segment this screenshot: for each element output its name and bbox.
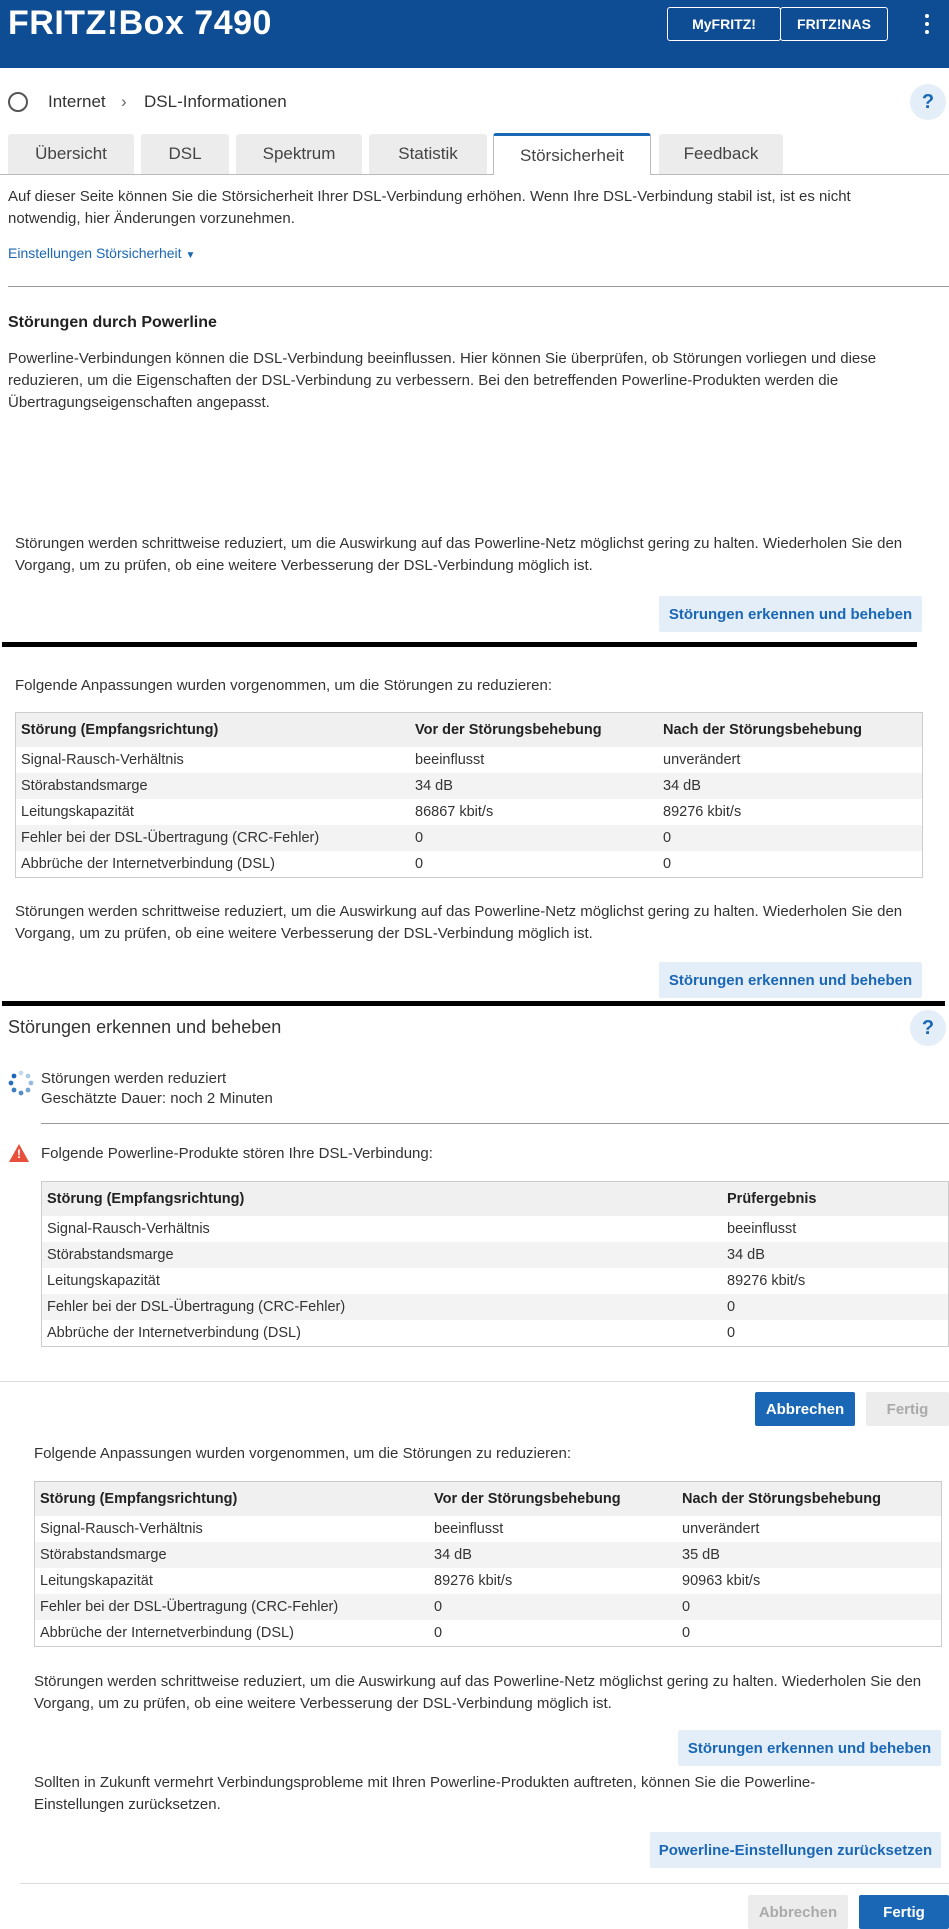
col-header-vor: Vor der Störungsbehebung	[410, 713, 658, 748]
adjustments-info-2: Störungen werden schrittweise reduziert, um die Auswirkung auf das Powerline-Netz möglichst gering zu halten. Wiederholen Sie den Vorgang, um zu prüfen, ob eine weitere Verbesserung der DSL-Verbindung möglich ist.	[34, 1673, 922, 1712]
col-header-stoerung: Störung (Empfangsrichtung)	[16, 713, 411, 748]
table-row	[42, 1320, 949, 1347]
table-cell: Abbrüche der Internetverbindung (DSL)	[21, 856, 275, 872]
table-cell: 34 dB	[658, 773, 923, 799]
table-row	[16, 773, 923, 799]
table-row	[16, 851, 923, 878]
footer-divider	[20, 1883, 949, 1884]
table-row	[35, 1542, 942, 1568]
table-cell: unverändert	[663, 752, 741, 768]
table-cell: Leitungskapazität	[40, 1573, 153, 1589]
done-button[interactable]: Fertig	[866, 1392, 949, 1426]
powerline-description: Powerline-Verbindungen können die DSL-Verbindung beeinflussen. Hier können Sie überprüfen, ob Störungen vorliegen und diese reduzieren, um die Eigenschaften der DSL-Verbindung zu verbessern. Bei den betreffenden Powerline-Produkten werden die Übertragungseigenschaften angepasst.	[8, 350, 877, 411]
tab-feedback[interactable]: Feedback	[659, 134, 783, 174]
table-cell: Signal-Rausch-Verhältnis	[47, 1221, 210, 1237]
warning-icon-mark: !	[17, 1147, 21, 1161]
adjustments-info: Störungen werden schrittweise reduziert, um die Auswirkung auf das Powerline-Netz möglichst gering zu halten. Wiederholen Sie den Vorgang, um zu prüfen, ob eine weitere Verbesserung der DSL-Verbindung möglich ist.	[15, 903, 903, 942]
adjustments-intro-2: Folgende Anpassungen wurden vorgenommen, um die Störungen zu reduzieren:	[34, 1445, 572, 1462]
table-cell: 34 dB	[429, 1542, 677, 1568]
table-cell: Störabstandsmarge	[16, 773, 411, 799]
table-cell: 0	[722, 1294, 949, 1320]
table-row	[35, 1516, 942, 1542]
table-cell: beeinflusst	[415, 752, 485, 768]
table-cell: 34 dB	[410, 773, 658, 799]
table-cell: 0	[658, 825, 923, 851]
table-cell: unverändert	[682, 1521, 760, 1537]
table-cell: 86867 kbit/s	[415, 804, 494, 820]
reset-info: Sollten in Zukunft vermehrt Verbindungsprobleme mit Ihren Powerline-Produkten auftreten, können Sie die Powerline-Einstellungen zurücksetzen.	[34, 1774, 816, 1813]
table-row	[42, 1294, 949, 1320]
table-cell: Fehler bei der DSL-Übertragung (CRC-Fehler)	[42, 1294, 723, 1320]
table-cell: 0	[663, 856, 672, 872]
loading-spinner-icon	[8, 1070, 34, 1096]
myfritz-button[interactable]: MyFRITZ!	[667, 7, 781, 41]
dialog-title: Störungen erkennen und beheben	[8, 1017, 282, 1037]
table-row	[35, 1568, 942, 1594]
adjustments-table-2	[34, 1481, 942, 1647]
table-cell: Leitungskapazität	[21, 804, 134, 820]
table-cell: Störabstandsmarge	[35, 1542, 430, 1568]
table-row	[42, 1216, 949, 1242]
tab-dsl[interactable]: DSL	[141, 134, 229, 174]
table-cell: Fehler bei der DSL-Übertragung (CRC-Fehler)	[35, 1594, 430, 1620]
table-cell: 0	[434, 1625, 443, 1641]
table-cell: 0	[677, 1594, 942, 1620]
detect-fix-button-2[interactable]: Störungen erkennen und beheben	[659, 962, 922, 998]
table-cell: 0	[727, 1325, 736, 1341]
separator-bar	[2, 642, 917, 647]
tab-spektrum[interactable]: Spektrum	[236, 134, 362, 174]
table-cell: Abbrüche der Internetverbindung (DSL)	[40, 1625, 294, 1641]
tab-uebersicht[interactable]: Übersicht	[8, 134, 134, 174]
tab-stoersicherheit[interactable]: Störsicherheit	[493, 133, 651, 175]
dialog-help-icon[interactable]: ?	[910, 1010, 946, 1046]
table-cell: Abbrüche der Internetverbindung (DSL)	[47, 1325, 301, 1341]
status-line-2: Geschätzte Dauer: noch 2 Minuten	[41, 1090, 273, 1107]
done-button-2[interactable]: Fertig	[859, 1895, 949, 1929]
table-cell: Signal-Rausch-Verhältnis	[21, 752, 184, 768]
col-header-stoerung: Störung (Empfangsrichtung)	[35, 1482, 430, 1517]
cancel-button[interactable]: Abbrechen	[755, 1392, 855, 1426]
detect-fix-button[interactable]: Störungen erkennen und beheben	[659, 596, 922, 632]
breadcrumb-internet[interactable]: Internet	[48, 92, 106, 111]
table-cell: 89276 kbit/s	[434, 1573, 513, 1589]
caret-down-icon: ▼	[185, 250, 196, 261]
table-row	[35, 1594, 942, 1620]
fritznas-button[interactable]: FRITZ!NAS	[780, 7, 888, 41]
table-cell: Fehler bei der DSL-Übertragung (CRC-Fehler)	[16, 825, 411, 851]
table-cell: Leitungskapazität	[47, 1273, 160, 1289]
table-cell: 34 dB	[722, 1242, 949, 1268]
settings-link-label[interactable]: Einstellungen Störsicherheit	[8, 245, 182, 261]
table-cell: Signal-Rausch-Verhältnis	[40, 1521, 203, 1537]
powerline-info: Störungen werden schrittweise reduziert, um die Auswirkung auf das Powerline-Netz möglichst gering zu halten. Wiederholen Sie den Vorgang, um zu prüfen, ob eine weitere Verbesserung der DSL-Verbindung möglich ist.	[15, 535, 903, 574]
intro-text: Auf dieser Seite können Sie die Störsicherheit Ihrer DSL-Verbindung erhöhen. Wenn Ihre DSL-Verbindung stabil ist, ist es nicht notwendig, hier Änderungen vorzunehmen.	[8, 188, 851, 227]
section-divider	[8, 286, 949, 287]
table-row	[16, 747, 923, 773]
cancel-button-2[interactable]: Abbrechen	[748, 1895, 848, 1929]
col-header-nach: Nach der Störungsbehebung	[677, 1482, 942, 1517]
warning-text: Folgende Powerline-Produkte stören Ihre DSL-Verbindung:	[41, 1145, 433, 1162]
tab-divider	[0, 174, 949, 175]
table-cell: Störabstandsmarge	[42, 1242, 723, 1268]
globe-icon	[8, 92, 28, 112]
adjustments-table	[15, 712, 923, 878]
help-icon[interactable]: ?	[910, 84, 946, 120]
table-cell: 90963 kbit/s	[682, 1573, 761, 1589]
table-cell: 0	[429, 1594, 677, 1620]
breadcrumb-dsl-informationen: DSL-Informationen	[144, 92, 287, 111]
table-cell: 0	[410, 825, 658, 851]
table-cell: beeinflusst	[434, 1521, 504, 1537]
menu-kebab-icon[interactable]	[923, 14, 931, 38]
table-cell: 0	[682, 1625, 691, 1641]
detect-fix-button-3[interactable]: Störungen erkennen und beheben	[678, 1730, 941, 1766]
reset-powerline-button[interactable]: Powerline-Einstellungen zurücksetzen	[650, 1832, 941, 1868]
table-cell: 35 dB	[677, 1542, 942, 1568]
status-line-1: Störungen werden reduziert	[41, 1070, 227, 1087]
breadcrumb-separator-icon: ›	[121, 92, 127, 111]
result-table	[41, 1181, 949, 1347]
table-row	[16, 799, 923, 825]
table-row	[16, 825, 923, 851]
adjustments-intro: Folgende Anpassungen wurden vorgenommen, um die Störungen zu reduzieren:	[15, 677, 553, 694]
table-row	[42, 1242, 949, 1268]
table-cell: 89276 kbit/s	[727, 1273, 806, 1289]
col-header-stoerung: Störung (Empfangsrichtung)	[42, 1182, 723, 1217]
dialog-footer-divider	[0, 1381, 949, 1382]
col-header-nach: Nach der Störungsbehebung	[658, 713, 923, 748]
dialog-divider	[41, 1123, 949, 1124]
tab-statistik[interactable]: Statistik	[369, 134, 487, 174]
table-cell: 89276 kbit/s	[663, 804, 742, 820]
table-cell: 0	[415, 856, 424, 872]
table-row	[35, 1620, 942, 1647]
separator-bar-2	[2, 1001, 945, 1006]
settings-link[interactable]	[8, 245, 195, 261]
powerline-title: Störungen durch Powerline	[8, 314, 217, 331]
table-row	[42, 1268, 949, 1294]
col-header-pruefergebnis: Prüfergebnis	[722, 1182, 949, 1217]
col-header-vor: Vor der Störungsbehebung	[429, 1482, 677, 1517]
app-title: FRITZ!Box 7490	[8, 4, 272, 42]
table-cell: beeinflusst	[727, 1221, 797, 1237]
